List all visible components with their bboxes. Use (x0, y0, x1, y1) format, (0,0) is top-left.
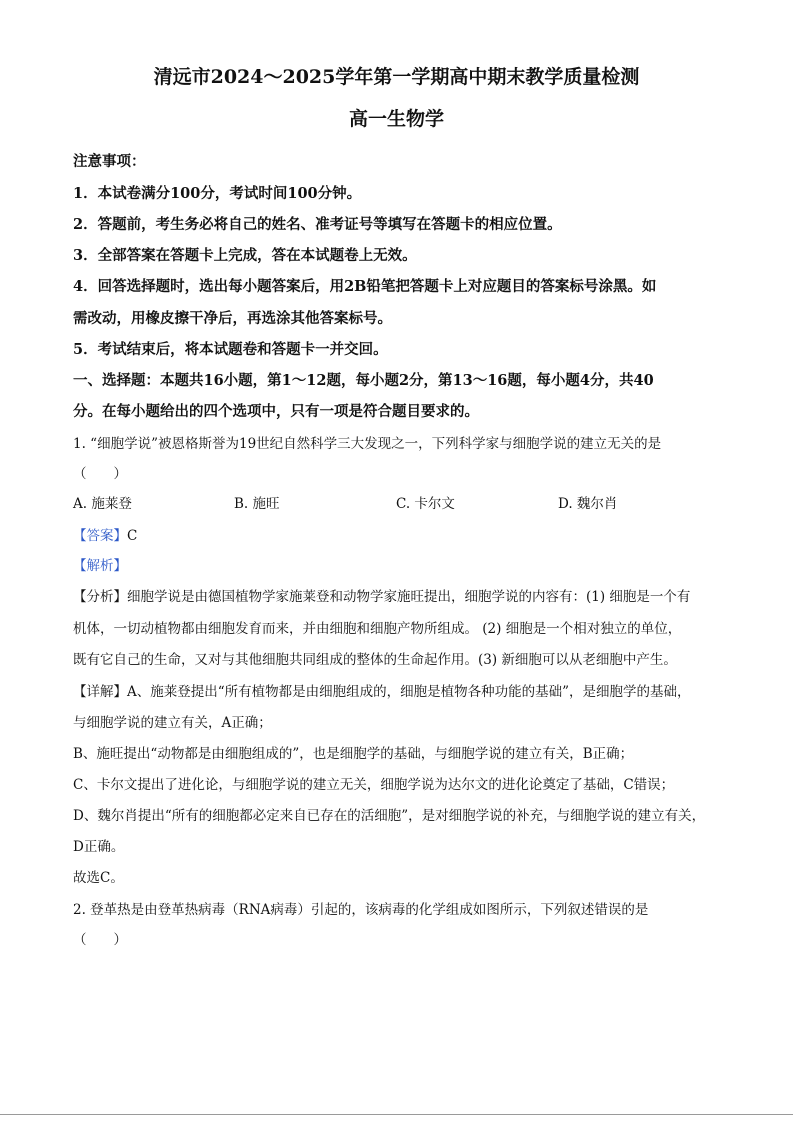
notice-item: 5．考试结束后，将本试题卷和答题卡一并交回。 (73, 341, 388, 358)
analysis-line: C、卡尔文提出了进化论，与细胞学说的建立无关，细胞学说为达尔文的进化论奠定了基础，C错误； (73, 777, 675, 793)
q1-option-a: A. 施莱登 (73, 496, 132, 512)
analysis-line: 故选C。 (73, 870, 124, 886)
section-heading-cont: 分。在每小题给出的四个选项中，只有一项是符合题目要求的。 (73, 403, 479, 420)
q1-option-b: B. 施旺 (234, 496, 280, 512)
exam-title: 清远市2024～2025学年第一学期高中期末教学质量检测 (153, 66, 640, 88)
notice-heading: 注意事项： (73, 153, 146, 170)
notice-item: 3．全部答案在答题卡上完成，答在本试题卷上无效。 (73, 247, 417, 264)
q2-blank: （ ） (73, 932, 127, 948)
analysis-tag: 【解析】 (73, 558, 127, 574)
analysis-line: D、魏尔肖提出“所有的细胞都必定来自已存在的活细胞”，是对细胞学说的补充，与细胞学说的建立有关， (73, 808, 706, 824)
analysis-line: B、施旺提出“动物都是由细胞组成的”，也是细胞学的基础，与细胞学说的建立有关，B正确； (73, 746, 634, 762)
notice-item: 4．回答选择题时，选出每小题答案后，用2B铅笔把答题卡上对应题目的答案标号涂黑。如 (73, 278, 657, 295)
q1-option-c: C. 卡尔文 (396, 496, 455, 512)
analysis-line: D正确。 (73, 839, 125, 855)
q1-stem: 1. “细胞学说”被恩格斯誉为19世纪自然科学三大发现之一，下列科学家与细胞学说的建立无关的是 (73, 436, 662, 452)
notice-item: 2．答题前，考生务必将自己的姓名、准考证号等填写在答题卡的相应位置。 (73, 216, 562, 233)
analysis-line: 既有它自己的生命，又对与其他细胞共同组成的整体的生命起作用。(3) 新细胞可以从老细胞中产生。 (73, 652, 677, 668)
section-heading: 一、选择题：本题共16小题，第1～12题，每小题2分，第13～16题，每小题4分，共40 (73, 372, 654, 389)
analysis-line: 【详解】A、施莱登提出“所有植物都是由细胞组成的，细胞是植物各种功能的基础”，是细胞学的基础， (73, 684, 691, 700)
exam-subject: 高一生物学 (348, 108, 444, 130)
q1-answer-line (73, 524, 723, 544)
q1-option-d: D. 魏尔肖 (558, 496, 618, 512)
q1-blank: （ ） (73, 466, 127, 482)
analysis-line: 【分析】细胞学说是由德国植物学家施莱登和动物学家施旺提出，细胞学说的内容有：(1) 细胞是一个有 (73, 589, 691, 605)
analysis-line: 机体，一切动植物都由细胞发育而来，并由细胞和细胞产物所组成。 (2) 细胞是一个相对独立的单位， (73, 621, 682, 637)
notice-item: 1．本试卷满分100分，考试时间100分钟。 (73, 185, 362, 202)
page-bottom-rule (0, 1114, 793, 1115)
answer-tag: 【答案】 (73, 528, 127, 544)
analysis-line: 与细胞学说的建立有关，A正确； (73, 715, 272, 731)
q2-stem: 2. 登革热是由登革热病毒（RNA病毒）引起的，该病毒的化学组成如图所示，下列叙述错误的是 (73, 902, 649, 918)
notice-item: 需改动，用橡皮擦干净后，再选涂其他答案标号。 (73, 310, 392, 327)
q1-answer: C (127, 528, 138, 544)
